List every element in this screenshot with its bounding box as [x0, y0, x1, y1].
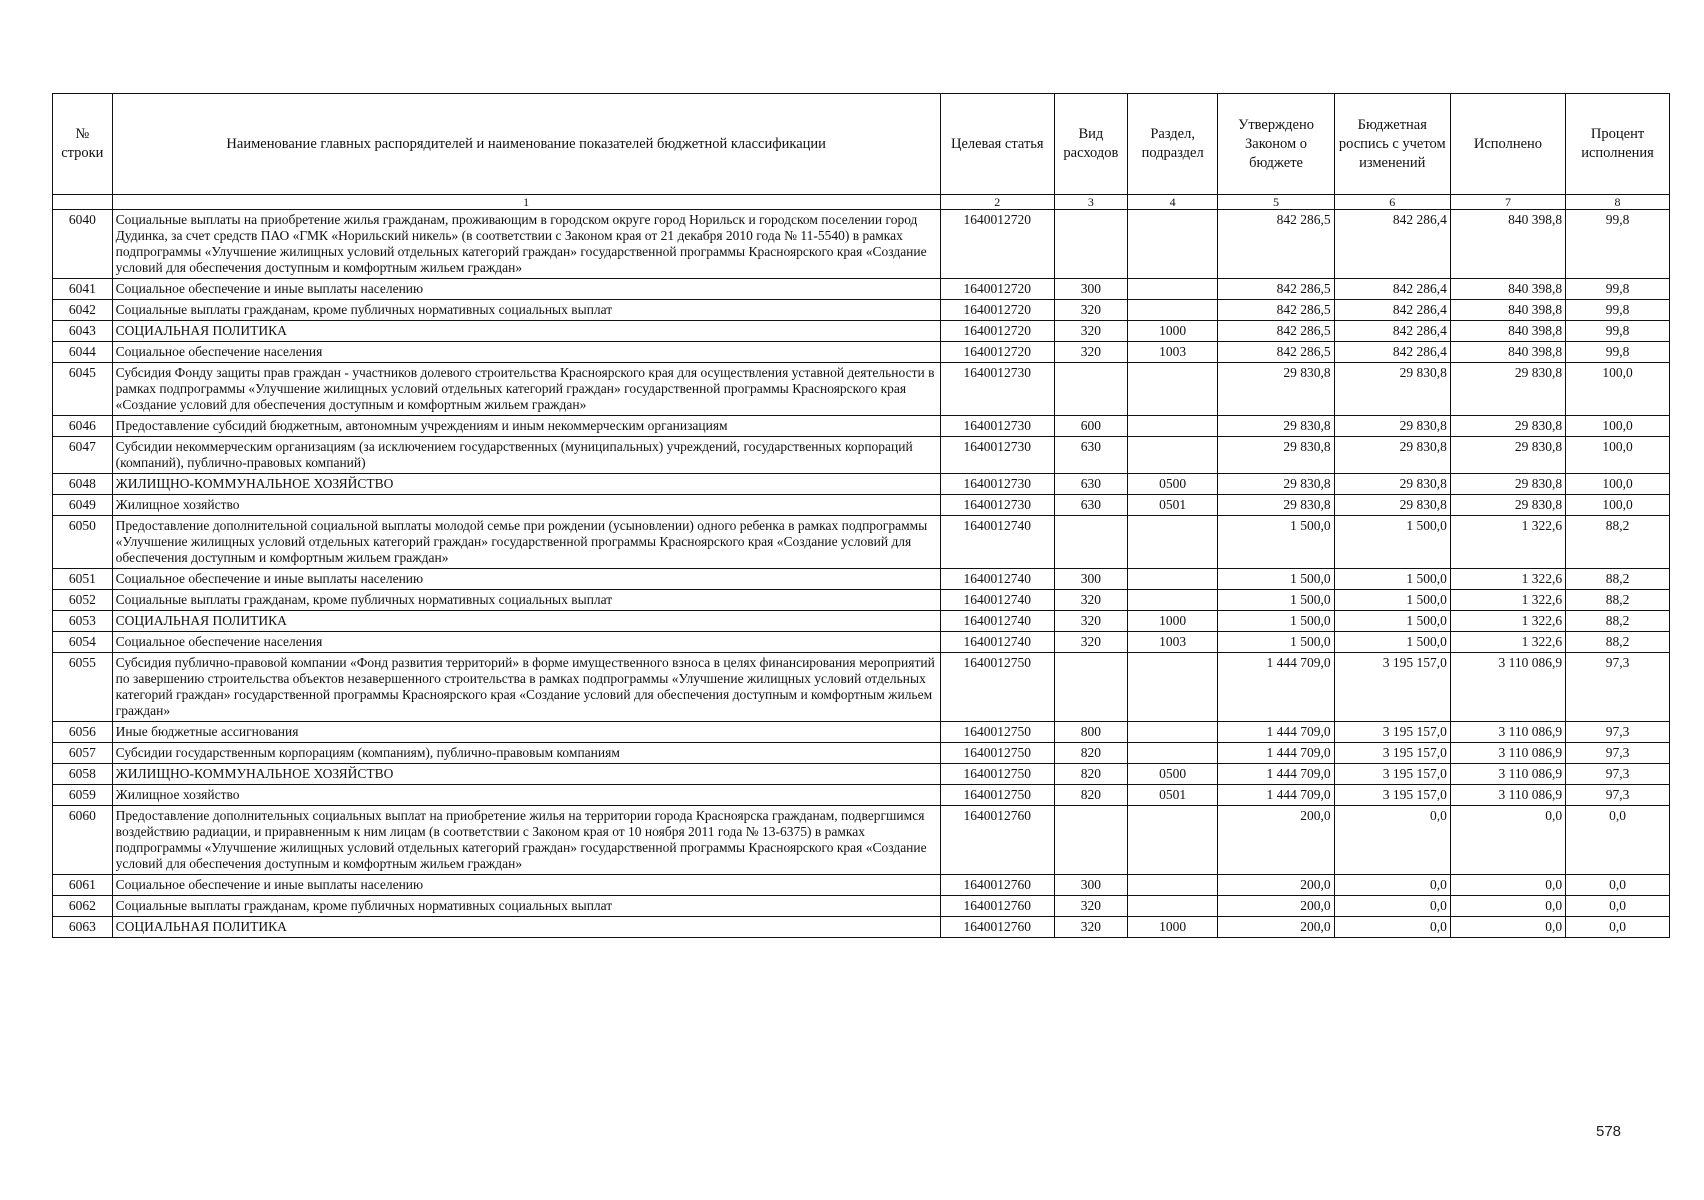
roster-amount-cell: 0,0	[1334, 875, 1450, 896]
percent-cell: 88,2	[1566, 516, 1670, 569]
roster-amount-cell: 842 286,4	[1334, 279, 1450, 300]
section-cell	[1127, 210, 1218, 279]
target-article-cell: 1640012740	[940, 611, 1054, 632]
expense-type-cell: 320	[1054, 590, 1127, 611]
target-article-cell: 1640012740	[940, 569, 1054, 590]
indicator-name-cell: Субсидия публично-правовой компании «Фонд развития территорий» в форме имущественного взноса в целях финансирования мероприятий по завершению строительства объектов незавершенного строительства в рамках подпрограммы «Улучшение жилищных условий отдельных категорий граждан» государственной программы Красноярского края «Создание условий для обеспечения доступным и комфортным жильем граждан»	[112, 653, 940, 722]
target-article-cell: 1640012730	[940, 495, 1054, 516]
target-article-cell: 1640012750	[940, 764, 1054, 785]
indicator-name-cell: Социальное обеспечение и иные выплаты населению	[112, 569, 940, 590]
roster-amount-cell: 3 195 157,0	[1334, 722, 1450, 743]
target-article-cell: 1640012730	[940, 437, 1054, 474]
section-cell	[1127, 875, 1218, 896]
column-number: 2	[940, 195, 1054, 210]
header-target-article: Целевая статья	[940, 94, 1054, 195]
approved-amount-cell: 1 444 709,0	[1218, 743, 1334, 764]
header-percent: Процент исполнения	[1566, 94, 1670, 195]
row-number-cell: 6046	[53, 416, 113, 437]
table-row	[53, 321, 1670, 342]
target-article-cell: 1640012720	[940, 279, 1054, 300]
target-article-cell: 1640012730	[940, 363, 1054, 416]
indicator-name-cell: ЖИЛИЩНО-КОММУНАЛЬНОЕ ХОЗЯЙСТВО	[112, 764, 940, 785]
percent-cell: 97,3	[1566, 785, 1670, 806]
roster-amount-cell: 842 286,4	[1334, 342, 1450, 363]
approved-amount-cell: 29 830,8	[1218, 363, 1334, 416]
roster-amount-cell: 0,0	[1334, 806, 1450, 875]
expense-type-cell: 630	[1054, 474, 1127, 495]
row-number-cell: 6057	[53, 743, 113, 764]
indicator-name-cell: Социальное обеспечение населения	[112, 342, 940, 363]
table-row	[53, 917, 1670, 938]
row-number-cell: 6050	[53, 516, 113, 569]
section-cell: 1000	[1127, 917, 1218, 938]
approved-amount-cell: 1 500,0	[1218, 611, 1334, 632]
column-number: 8	[1566, 195, 1670, 210]
row-number-cell: 6048	[53, 474, 113, 495]
expense-type-cell: 320	[1054, 632, 1127, 653]
roster-amount-cell: 29 830,8	[1334, 474, 1450, 495]
roster-amount-cell: 842 286,4	[1334, 300, 1450, 321]
row-number-cell: 6052	[53, 590, 113, 611]
roster-amount-cell: 1 500,0	[1334, 516, 1450, 569]
executed-amount-cell: 29 830,8	[1450, 416, 1565, 437]
section-cell	[1127, 437, 1218, 474]
row-number-cell: 6049	[53, 495, 113, 516]
roster-amount-cell: 3 195 157,0	[1334, 785, 1450, 806]
indicator-name-cell: Социальные выплаты гражданам, кроме публичных нормативных социальных выплат	[112, 896, 940, 917]
row-number-cell: 6041	[53, 279, 113, 300]
approved-amount-cell: 29 830,8	[1218, 437, 1334, 474]
percent-cell: 100,0	[1566, 363, 1670, 416]
table-row	[53, 896, 1670, 917]
executed-amount-cell: 0,0	[1450, 875, 1565, 896]
roster-amount-cell: 1 500,0	[1334, 632, 1450, 653]
roster-amount-cell: 29 830,8	[1334, 437, 1450, 474]
row-number-cell: 6043	[53, 321, 113, 342]
approved-amount-cell: 200,0	[1218, 917, 1334, 938]
indicator-name-cell: Социальное обеспечение и иные выплаты населению	[112, 279, 940, 300]
indicator-name-cell: Социальные выплаты гражданам, кроме публичных нормативных социальных выплат	[112, 300, 940, 321]
indicator-name-cell: Жилищное хозяйство	[112, 495, 940, 516]
table-row	[53, 416, 1670, 437]
approved-amount-cell: 29 830,8	[1218, 495, 1334, 516]
target-article-cell: 1640012750	[940, 653, 1054, 722]
indicator-name-cell: Социальное обеспечение населения	[112, 632, 940, 653]
roster-amount-cell: 1 500,0	[1334, 569, 1450, 590]
row-number-cell: 6040	[53, 210, 113, 279]
percent-cell: 88,2	[1566, 590, 1670, 611]
expense-type-cell	[1054, 653, 1127, 722]
indicator-name-cell: Социальные выплаты гражданам, кроме публичных нормативных социальных выплат	[112, 590, 940, 611]
row-number-cell: 6061	[53, 875, 113, 896]
expense-type-cell: 320	[1054, 321, 1127, 342]
executed-amount-cell: 840 398,8	[1450, 300, 1565, 321]
percent-cell: 0,0	[1566, 917, 1670, 938]
target-article-cell: 1640012750	[940, 722, 1054, 743]
table-row	[53, 363, 1670, 416]
approved-amount-cell: 200,0	[1218, 896, 1334, 917]
column-number-row	[53, 195, 1670, 210]
approved-amount-cell: 29 830,8	[1218, 416, 1334, 437]
section-cell	[1127, 416, 1218, 437]
section-cell	[1127, 569, 1218, 590]
roster-amount-cell: 1 500,0	[1334, 611, 1450, 632]
expense-type-cell: 630	[1054, 495, 1127, 516]
header-row-number: № строки	[53, 94, 113, 195]
header-budget-roster: Бюджетная роспись с учетом изменений	[1334, 94, 1450, 195]
approved-amount-cell: 29 830,8	[1218, 474, 1334, 495]
executed-amount-cell: 3 110 086,9	[1450, 653, 1565, 722]
percent-cell: 0,0	[1566, 896, 1670, 917]
target-article-cell: 1640012740	[940, 590, 1054, 611]
indicator-name-cell: Предоставление дополнительных социальных выплат на приобретение жилья на территории города Красноярска гражданам, подвергшимся воздействию радиации, и приравненным к ним лицам (в соответствии с Законом края от 10 ноября 2011 года № 13-6375) в рамках подпрограммы «Улучшение жилищных условий отдельных категорий граждан» государственной программы Красноярского края «Создание условий для обеспечения доступным и комфортным жильем граждан»	[112, 806, 940, 875]
indicator-name-cell: Субсидии государственным корпорациям (компаниям), публично-правовым компаниям	[112, 743, 940, 764]
table-row	[53, 437, 1670, 474]
table-row	[53, 495, 1670, 516]
roster-amount-cell: 842 286,4	[1334, 321, 1450, 342]
table-row	[53, 300, 1670, 321]
section-cell	[1127, 363, 1218, 416]
expense-type-cell: 300	[1054, 875, 1127, 896]
target-article-cell: 1640012760	[940, 875, 1054, 896]
percent-cell: 100,0	[1566, 416, 1670, 437]
expense-type-cell: 820	[1054, 764, 1127, 785]
target-article-cell: 1640012740	[940, 632, 1054, 653]
approved-amount-cell: 842 286,5	[1218, 300, 1334, 321]
table-row	[53, 785, 1670, 806]
expense-type-cell	[1054, 210, 1127, 279]
target-article-cell: 1640012730	[940, 416, 1054, 437]
indicator-name-cell: Иные бюджетные ассигнования	[112, 722, 940, 743]
section-cell	[1127, 300, 1218, 321]
target-article-cell: 1640012720	[940, 342, 1054, 363]
roster-amount-cell: 842 286,4	[1334, 210, 1450, 279]
percent-cell: 99,8	[1566, 300, 1670, 321]
section-cell: 1003	[1127, 342, 1218, 363]
header-executed: Исполнено	[1450, 94, 1565, 195]
executed-amount-cell: 1 322,6	[1450, 611, 1565, 632]
section-cell: 1003	[1127, 632, 1218, 653]
table-row	[53, 474, 1670, 495]
table-row	[53, 590, 1670, 611]
budget-table-sheet	[52, 93, 1670, 938]
roster-amount-cell: 29 830,8	[1334, 416, 1450, 437]
target-article-cell: 1640012760	[940, 806, 1054, 875]
table-row	[53, 875, 1670, 896]
executed-amount-cell: 29 830,8	[1450, 474, 1565, 495]
target-article-cell: 1640012750	[940, 743, 1054, 764]
table-row	[53, 279, 1670, 300]
approved-amount-cell: 1 500,0	[1218, 516, 1334, 569]
approved-amount-cell: 1 444 709,0	[1218, 722, 1334, 743]
executed-amount-cell: 1 322,6	[1450, 632, 1565, 653]
percent-cell: 97,3	[1566, 653, 1670, 722]
approved-amount-cell: 842 286,5	[1218, 279, 1334, 300]
target-article-cell: 1640012730	[940, 474, 1054, 495]
column-number: 1	[112, 195, 940, 210]
approved-amount-cell: 1 500,0	[1218, 590, 1334, 611]
percent-cell: 100,0	[1566, 495, 1670, 516]
roster-amount-cell: 1 500,0	[1334, 590, 1450, 611]
percent-cell: 0,0	[1566, 875, 1670, 896]
table-row	[53, 342, 1670, 363]
percent-cell: 97,3	[1566, 743, 1670, 764]
roster-amount-cell: 3 195 157,0	[1334, 743, 1450, 764]
section-cell	[1127, 653, 1218, 722]
executed-amount-cell: 29 830,8	[1450, 495, 1565, 516]
row-number-cell: 6058	[53, 764, 113, 785]
indicator-name-cell: Субсидии некоммерческим организациям (за исключением государственных (муниципальных) учреждений, государственных корпораций (компаний), публично-правовых компаний)	[112, 437, 940, 474]
budget-execution-table	[52, 93, 1670, 938]
target-article-cell: 1640012740	[940, 516, 1054, 569]
row-number-cell: 6060	[53, 806, 113, 875]
target-article-cell: 1640012720	[940, 321, 1054, 342]
row-number-cell: 6047	[53, 437, 113, 474]
roster-amount-cell: 29 830,8	[1334, 363, 1450, 416]
indicator-name-cell: СОЦИАЛЬНАЯ ПОЛИТИКА	[112, 321, 940, 342]
approved-amount-cell: 842 286,5	[1218, 321, 1334, 342]
executed-amount-cell: 0,0	[1450, 896, 1565, 917]
table-row	[53, 722, 1670, 743]
executed-amount-cell: 29 830,8	[1450, 437, 1565, 474]
executed-amount-cell: 0,0	[1450, 917, 1565, 938]
indicator-name-cell: СОЦИАЛЬНАЯ ПОЛИТИКА	[112, 917, 940, 938]
row-number-cell: 6056	[53, 722, 113, 743]
expense-type-cell: 300	[1054, 279, 1127, 300]
executed-amount-cell: 1 322,6	[1450, 569, 1565, 590]
percent-cell: 99,8	[1566, 279, 1670, 300]
approved-amount-cell: 1 444 709,0	[1218, 764, 1334, 785]
section-cell	[1127, 722, 1218, 743]
column-number: 6	[1334, 195, 1450, 210]
row-number-cell: 6059	[53, 785, 113, 806]
table-row	[53, 516, 1670, 569]
indicator-name-cell: СОЦИАЛЬНАЯ ПОЛИТИКА	[112, 611, 940, 632]
section-cell	[1127, 743, 1218, 764]
target-article-cell: 1640012720	[940, 300, 1054, 321]
table-body	[53, 210, 1670, 938]
row-number-cell: 6054	[53, 632, 113, 653]
column-number: 4	[1127, 195, 1218, 210]
header-expense-type: Вид расходов	[1054, 94, 1127, 195]
section-cell: 0501	[1127, 785, 1218, 806]
row-number-cell: 6053	[53, 611, 113, 632]
approved-amount-cell: 200,0	[1218, 875, 1334, 896]
section-cell: 0500	[1127, 474, 1218, 495]
table-row	[53, 632, 1670, 653]
section-cell	[1127, 896, 1218, 917]
target-article-cell: 1640012720	[940, 210, 1054, 279]
approved-amount-cell: 842 286,5	[1218, 342, 1334, 363]
approved-amount-cell: 1 444 709,0	[1218, 785, 1334, 806]
percent-cell: 0,0	[1566, 806, 1670, 875]
header-name: Наименование главных распорядителей и наименование показателей бюджетной классификации	[112, 94, 940, 195]
indicator-name-cell: Жилищное хозяйство	[112, 785, 940, 806]
approved-amount-cell: 200,0	[1218, 806, 1334, 875]
executed-amount-cell: 0,0	[1450, 806, 1565, 875]
indicator-name-cell: Субсидия Фонду защиты прав граждан - участников долевого строительства Красноярского края для осуществления уставной деятельности в рамках подпрограммы «Улучшение жилищных условий отдельных категорий граждан» государственной программы Красноярского края «Создание условий для обеспечения доступным и комфортным жильем граждан»	[112, 363, 940, 416]
row-number-cell: 6055	[53, 653, 113, 722]
table-row	[53, 806, 1670, 875]
table-header-row	[53, 94, 1670, 195]
column-number: 5	[1218, 195, 1334, 210]
section-cell: 1000	[1127, 321, 1218, 342]
approved-amount-cell: 842 286,5	[1218, 210, 1334, 279]
percent-cell: 100,0	[1566, 437, 1670, 474]
section-cell	[1127, 806, 1218, 875]
table-row	[53, 764, 1670, 785]
row-number-cell: 6051	[53, 569, 113, 590]
percent-cell: 97,3	[1566, 764, 1670, 785]
expense-type-cell	[1054, 363, 1127, 416]
row-number-cell: 6063	[53, 917, 113, 938]
expense-type-cell: 320	[1054, 342, 1127, 363]
expense-type-cell: 320	[1054, 917, 1127, 938]
table-row	[53, 569, 1670, 590]
executed-amount-cell: 3 110 086,9	[1450, 785, 1565, 806]
roster-amount-cell: 3 195 157,0	[1334, 764, 1450, 785]
table-row	[53, 653, 1670, 722]
column-number	[53, 195, 113, 210]
executed-amount-cell: 1 322,6	[1450, 516, 1565, 569]
section-cell	[1127, 516, 1218, 569]
table-row	[53, 611, 1670, 632]
section-cell: 1000	[1127, 611, 1218, 632]
executed-amount-cell: 29 830,8	[1450, 363, 1565, 416]
expense-type-cell: 320	[1054, 896, 1127, 917]
executed-amount-cell: 840 398,8	[1450, 210, 1565, 279]
section-cell: 0501	[1127, 495, 1218, 516]
table-row	[53, 743, 1670, 764]
target-article-cell: 1640012760	[940, 896, 1054, 917]
percent-cell: 88,2	[1566, 611, 1670, 632]
expense-type-cell	[1054, 516, 1127, 569]
percent-cell: 97,3	[1566, 722, 1670, 743]
indicator-name-cell: Социальное обеспечение и иные выплаты населению	[112, 875, 940, 896]
expense-type-cell: 820	[1054, 743, 1127, 764]
row-number-cell: 6042	[53, 300, 113, 321]
row-number-cell: 6044	[53, 342, 113, 363]
indicator-name-cell: Социальные выплаты на приобретение жилья гражданам, проживающим в городском округе город Норильск и городском поселении город Дудинка, за счет средств ПАО «ГМК «Норильский никель» (в соответствии с Законом края от 21 декабря 2010 года № 11-5540) в рамках подпрограммы «Улучшение жилищных условий отдельных категорий граждан» государственной программы Красноярского края «Создание условий для обеспечения доступным и комфортным жильем граждан»	[112, 210, 940, 279]
approved-amount-cell: 1 500,0	[1218, 569, 1334, 590]
percent-cell: 99,8	[1566, 342, 1670, 363]
roster-amount-cell: 0,0	[1334, 917, 1450, 938]
indicator-name-cell: Предоставление субсидий бюджетным, автономным учреждениям и иным некоммерческим организациям	[112, 416, 940, 437]
expense-type-cell: 600	[1054, 416, 1127, 437]
percent-cell: 88,2	[1566, 569, 1670, 590]
percent-cell: 99,8	[1566, 321, 1670, 342]
executed-amount-cell: 3 110 086,9	[1450, 722, 1565, 743]
executed-amount-cell: 3 110 086,9	[1450, 764, 1565, 785]
indicator-name-cell: Предоставление дополнительной социальной выплаты молодой семье при рождении (усыновлении) одного ребенка в рамках подпрограммы «Улучшение жилищных условий отдельных категорий граждан» государственной программы Красноярского края «Создание условий для обеспечения доступным и комфортным жильем граждан»	[112, 516, 940, 569]
expense-type-cell: 300	[1054, 569, 1127, 590]
section-cell: 0500	[1127, 764, 1218, 785]
section-cell	[1127, 590, 1218, 611]
executed-amount-cell: 3 110 086,9	[1450, 743, 1565, 764]
executed-amount-cell: 840 398,8	[1450, 342, 1565, 363]
target-article-cell: 1640012750	[940, 785, 1054, 806]
target-article-cell: 1640012760	[940, 917, 1054, 938]
executed-amount-cell: 840 398,8	[1450, 279, 1565, 300]
percent-cell: 100,0	[1566, 474, 1670, 495]
table-row	[53, 210, 1670, 279]
executed-amount-cell: 1 322,6	[1450, 590, 1565, 611]
expense-type-cell: 820	[1054, 785, 1127, 806]
section-cell	[1127, 279, 1218, 300]
header-approved: Утверждено Законом о бюджете	[1218, 94, 1334, 195]
row-number-cell: 6062	[53, 896, 113, 917]
page-number: 578	[1596, 1123, 1622, 1140]
approved-amount-cell: 1 500,0	[1218, 632, 1334, 653]
row-number-cell: 6045	[53, 363, 113, 416]
roster-amount-cell: 0,0	[1334, 896, 1450, 917]
approved-amount-cell: 1 444 709,0	[1218, 653, 1334, 722]
roster-amount-cell: 29 830,8	[1334, 495, 1450, 516]
column-number: 3	[1054, 195, 1127, 210]
expense-type-cell	[1054, 806, 1127, 875]
column-number: 7	[1450, 195, 1565, 210]
header-section: Раздел, подраздел	[1127, 94, 1218, 195]
expense-type-cell: 800	[1054, 722, 1127, 743]
roster-amount-cell: 3 195 157,0	[1334, 653, 1450, 722]
executed-amount-cell: 840 398,8	[1450, 321, 1565, 342]
expense-type-cell: 630	[1054, 437, 1127, 474]
percent-cell: 88,2	[1566, 632, 1670, 653]
indicator-name-cell: ЖИЛИЩНО-КОММУНАЛЬНОЕ ХОЗЯЙСТВО	[112, 474, 940, 495]
expense-type-cell: 320	[1054, 300, 1127, 321]
expense-type-cell: 320	[1054, 611, 1127, 632]
percent-cell: 99,8	[1566, 210, 1670, 279]
